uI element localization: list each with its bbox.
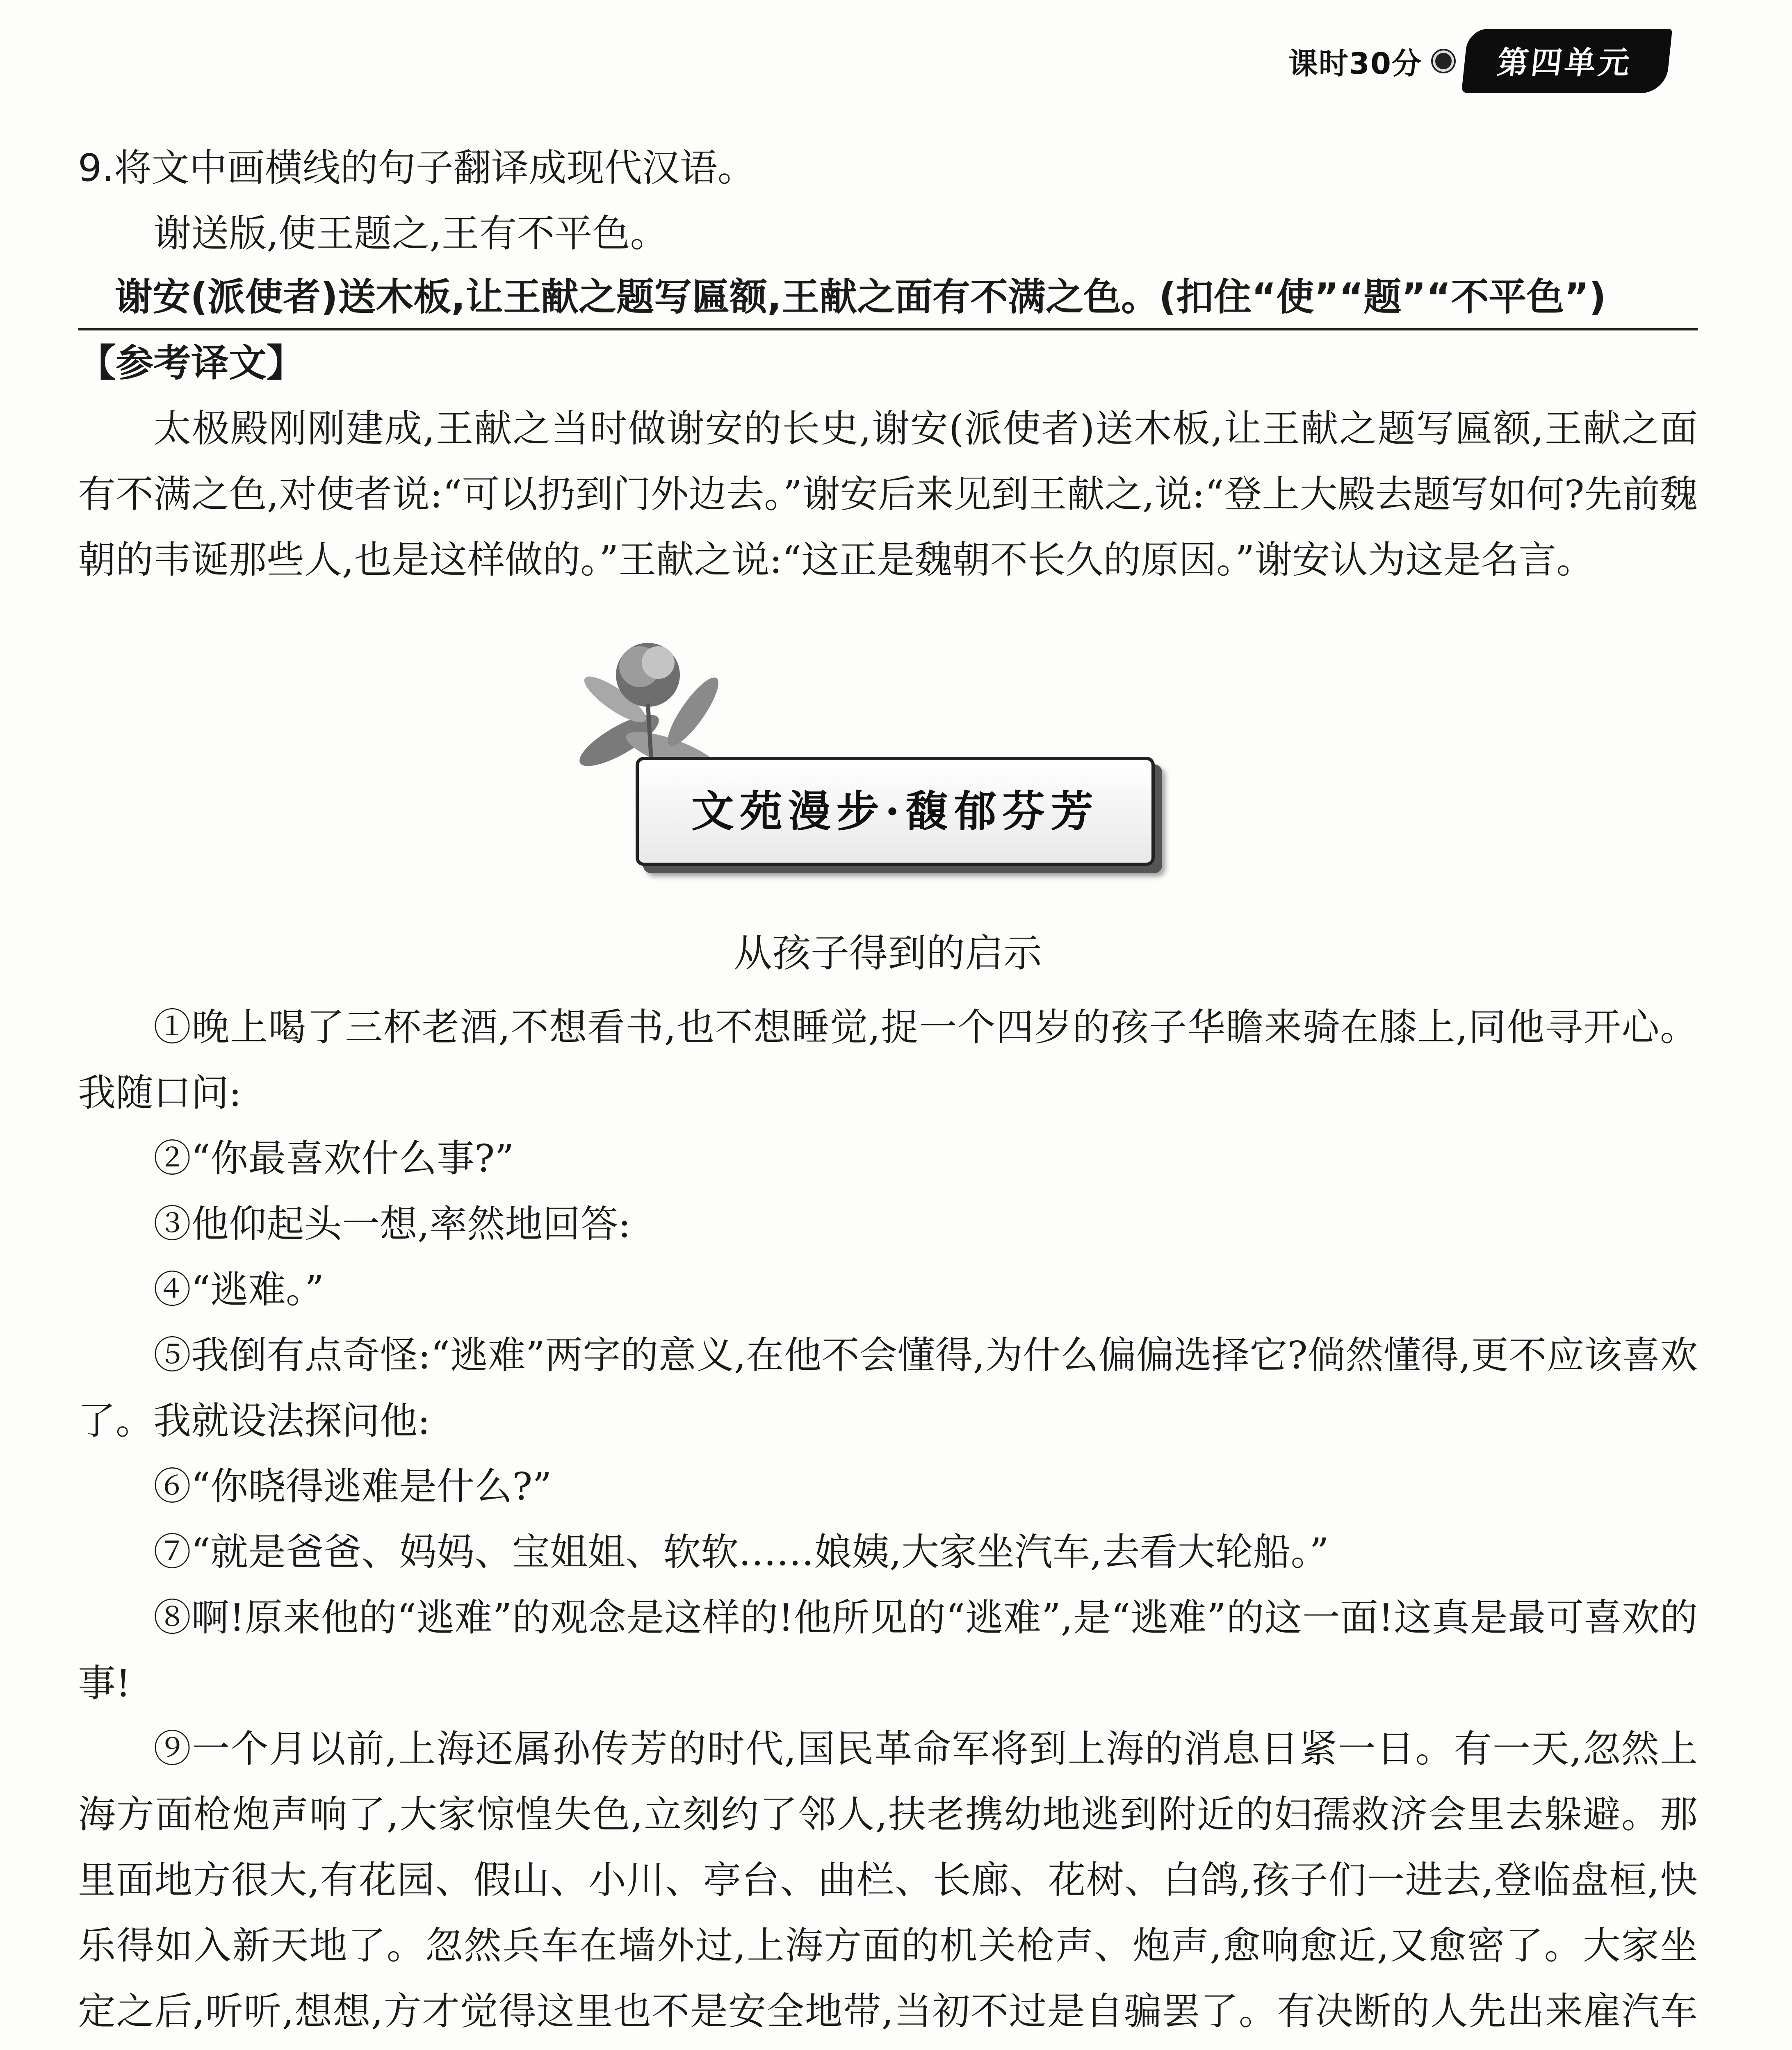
article-paragraph: ④“逃难。” (153, 1268, 324, 1312)
unit-badge: 第四单元 (1461, 29, 1673, 93)
article-paragraph: ③他仰起头一想,率然地回答: (153, 1202, 631, 1246)
article-paragraph: ⑤我倒有点奇怪:“逃难”两字的意义,在他不会懂得,为什么偏偏选择它?倘然懂得,更不应该喜欢了。我就设法探问他: (78, 1333, 1698, 1443)
article-paragraph: ⑦“就是爸爸、妈妈、宝姐姐、软软……娘姨,大家坐汽车,去看大轮船。” (153, 1530, 1329, 1574)
article-paragraph: ①晚上喝了三杯老酒,不想看书,也不想睡觉,捉一个四岁的孩子华瞻来骑在膝上,同他寻开心。我随口问: (78, 1005, 1698, 1115)
article-paragraph: ⑥“你晓得逃难是什么?” (153, 1465, 552, 1508)
question-title: 9.将文中画横线的句子翻译成现代汉语。 (78, 146, 755, 190)
section-banner: 文苑漫步·馥郁芬芳 (636, 757, 1155, 866)
dot-icon (1433, 50, 1454, 72)
reference-title: 【参考译文】 (78, 341, 305, 385)
question-answer: 谢安(派使者)送木板,让王献之题写匾额,王献之面有不满之色。(扣住“使”“题”“不平色”) (78, 266, 1698, 330)
lesson-label: 课时30分 (1288, 46, 1422, 81)
article-title: 从孩子得到的启示 (733, 931, 1042, 976)
article-paragraph: ⑧啊!原来他的“逃难”的观念是这样的!他所见的“逃难”,是“逃难”的这一面!这真是最可喜欢的事! (78, 1596, 1698, 1705)
article-paragraph: ②“你最喜欢什么事?” (153, 1137, 514, 1180)
page-header (1288, 29, 1669, 93)
reference-text: 太极殿刚刚建成,王献之当时做谢安的长史,谢安(派使者)送木板,让王献之题写匾额,王献之面有不满之色,对使者说:“可以扔到门外边去。”谢安后来见到王献之,说:“登上大殿去题写如何?先前魏朝的韦诞那些人,也是这样做的。”王献之说:“这正是魏朝不长久的原因。”谢安认为这是名言。 (78, 407, 1698, 582)
article-paragraph: ⑨一个月以前,上海还属孙传芳的时代,国民革命军将到上海的消息日紧一日。有一天,忽然上海方面枪炮声响了,大家惊惶失色,立刻约了邻人,扶老携幼地逃到附近的妇孺救济会里去躲避。那里面地方很大,有花园、假山、小川、亭台、曲栏、长廊、花树、白鸽,孩子们一进去,登临盘桓,快乐得如入新天地了。忽然兵车在墙外过,上海方面的机关枪声、炮声,愈响愈近,又愈密了。大家坐定之后,听听,想想,方才觉得这里也不是安全地带,当初不过是自骗罢了。有决断的人先出来雇汽车 (78, 1727, 1698, 2033)
question-original: 谢送版,使王题之,王有不平色。 (153, 212, 668, 255)
page-content (78, 135, 1698, 2050)
section-banner-area (78, 617, 1698, 896)
